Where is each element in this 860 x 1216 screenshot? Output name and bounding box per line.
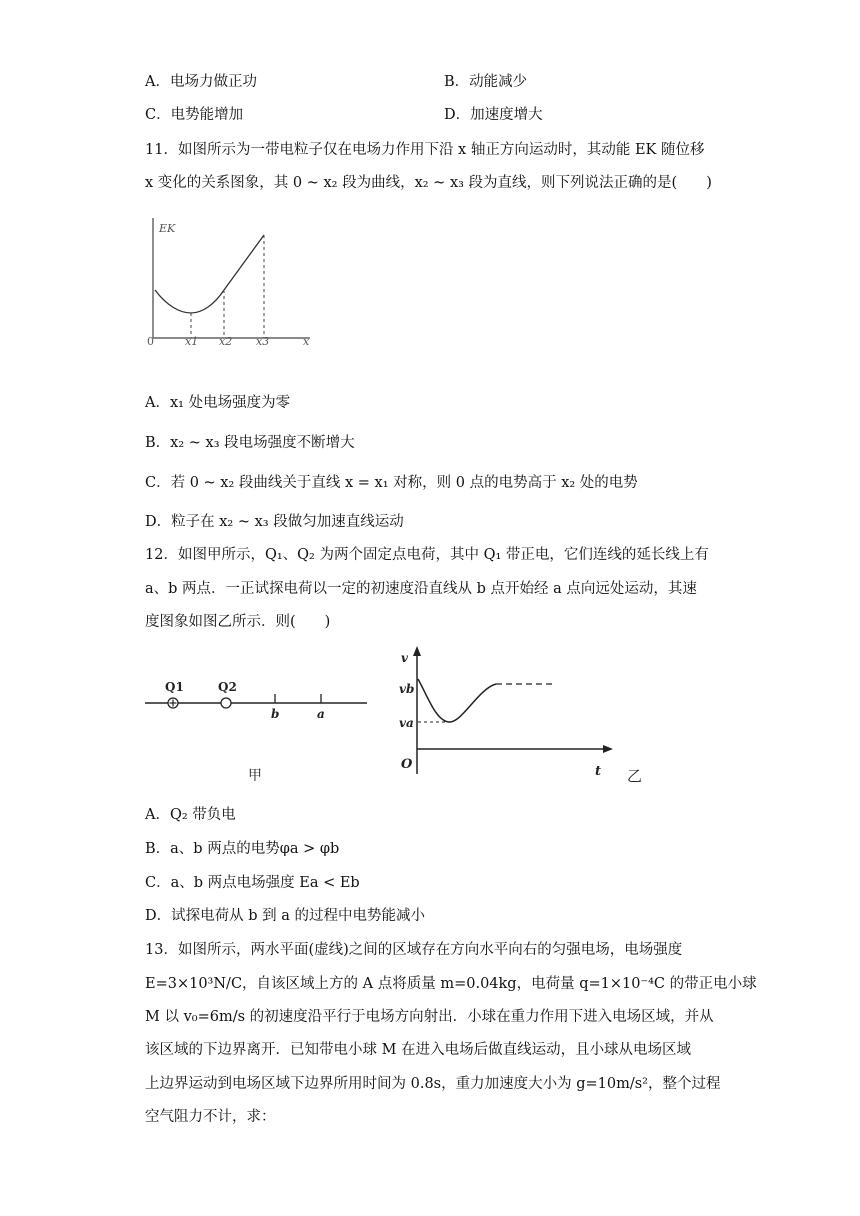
q11-ylabel: EK	[159, 222, 176, 235]
q13-line6: 空气阻力不计，求：	[145, 1109, 276, 1125]
q12-option-c: C．a、b 两点电场强度 Ea < Eb	[145, 875, 360, 891]
t-axis-label: t	[595, 764, 602, 779]
q12-stem-line1: 12．如图甲所示，Q₁、Q₂ 为两个固定点电荷，其中 Q₁ 带正电，它们连线的延长线上有	[145, 547, 709, 563]
q12-stem-line2: a、b 两点．一正试探电荷以一定的初速度沿直线从 b 点开始经 a 点向远处运动，其速	[145, 581, 697, 597]
q13-line3: M 以 v₀=6m/s 的初速度沿平行于电场方向射出．小球在重力作用下进入电场区域，并从	[145, 1009, 714, 1025]
point-b-label: b	[271, 707, 280, 721]
q10-option-b: B．动能减少	[444, 74, 528, 90]
q2-label: Q2	[218, 680, 237, 694]
q2-charge	[221, 698, 231, 708]
q13-line4: 该区域的下边界离开．已知带电小球 M 在进入电场后做直线运动，且小球从电场区域	[145, 1042, 692, 1058]
q1-label: Q1	[165, 680, 184, 694]
q11-option-d: D．粒子在 x₂ ~ x₃ 段做匀加速直线运动	[145, 514, 404, 530]
point-a-label: a	[317, 707, 325, 721]
q12-option-d: D．试探电荷从 b 到 a 的过程中电势能减小	[145, 908, 425, 924]
origin-label: O	[401, 757, 413, 772]
q11-option-b: B．x₂ ~ x₃ 段电场强度不断增大	[145, 435, 355, 451]
q12-figure-yi	[392, 642, 652, 787]
q12-option-a: A．Q₂ 带负电	[145, 807, 236, 823]
q11-option-c: C．若 0 ~ x₂ 段曲线关于直线 x = x₁ 对称，则 0 点的电势高于 x₂ 处的电势	[145, 475, 638, 491]
q12-option-b: B．a、b 两点的电势φa > φb	[145, 841, 340, 857]
q13-line2: E=3×10³N/C，自该区域上方的 A 点将质量 m=0.04kg，电荷量 q=1×10⁻⁴C 的带正电小球	[145, 976, 757, 992]
vb-label: vb	[399, 682, 415, 696]
q11-tick-x3: x3	[256, 335, 270, 348]
v-axis-label: v	[401, 651, 408, 665]
q11-xlabel: x	[303, 335, 310, 348]
q11-stem-line1: 11．如图所示为一带电粒子仅在电场力作用下沿 x 轴正方向运动时，其动能 EK 随位移	[145, 142, 705, 158]
figure-jia-caption: 甲	[248, 768, 262, 784]
q11-origin-label: 0	[147, 335, 154, 348]
q13-line1: 13．如图所示，两水平面(虚线)之间的区域存在方向水平向右的匀强电场，电场强度	[145, 942, 683, 958]
q11-stem-line2: x 变化的关系图象，其 0 ~ x₂ 段为曲线，x₂ ~ x₃ 段为直线，则下列说法正确的是( )	[145, 175, 712, 191]
figure-yi-caption: 乙	[627, 767, 643, 785]
q11-tick-x1: x1	[185, 335, 199, 348]
q10-option-a: A．电场力做正功	[145, 74, 257, 90]
q13-line5: 上边界运动到电场区域下边界所用时间为 0.8s，重力加速度大小为 g=10m/s²，整个过程	[145, 1076, 721, 1092]
q12-figure-jia	[145, 670, 375, 785]
q11-ek-x-graph	[142, 210, 322, 352]
q11-option-a: A．x₁ 处电场强度为零	[145, 395, 291, 411]
q12-stem-line3: 度图象如图乙所示．则( )	[145, 614, 331, 630]
va-label: va	[399, 716, 414, 730]
q11-tick-x2: x2	[219, 335, 233, 348]
q10-option-d: D．加速度增大	[444, 107, 543, 123]
q10-option-c: C．电势能增加	[145, 107, 244, 123]
